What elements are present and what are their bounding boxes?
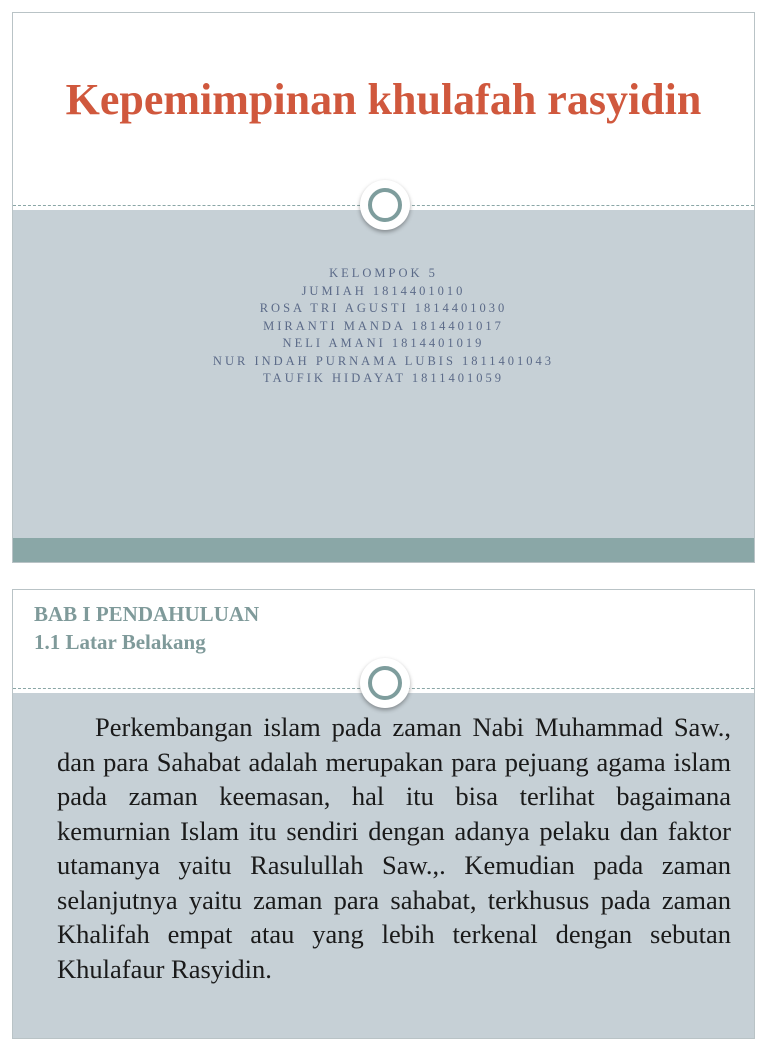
footer-band [13,538,754,563]
member-list [13,265,754,388]
member-line: ROSA TRI AGUSTI 1814401030 [259,301,508,315]
slide-title [12,12,755,563]
title-area [13,13,754,205]
section-heading [34,600,259,656]
circle-ornament-icon [360,180,410,230]
member-line: KELOMPOK 5 [329,266,438,280]
chapter-title: BAB I PENDAHULUAN [34,602,260,626]
subtitle-area [13,210,754,538]
member-line: NUR INDAH PURNAMA LUBIS 1811401043 [212,353,555,368]
slide-content [12,589,755,1039]
member-line: JUMIAH 1814401010 [301,283,466,298]
circle-ornament-icon [360,658,410,708]
body-paragraph: Perkembangan islam pada zaman Nabi Muhammad Saw., dan para Sahabat adalah merupakan para pejuang agama islam pada zaman keemasan, hal itu bisa terlihat bagaimana kemurnian Islam itu sendiri dengan adanya pelaku dan faktor utamanya yaitu Rasulullah Saw.,. Kemudian pada zaman selanjutnya yaitu zaman para sahabat, terkhusus pada zaman Khalifah empat atau yang lebih terkenal dengan sebutan Khulafaur Rasyidin. [57,712,731,984]
content-area [13,693,754,1039]
member-line: NELI AMANI 1814401019 [282,336,485,350]
slide-title-text: Kepemimpinan khulafah rasyidin [65,75,702,124]
member-line: MIRANTI MANDA 1814401017 [263,318,504,333]
member-line: TAUFIK HIDAYAT 1811401059 [263,371,504,385]
subsection-title: 1.1 Latar Belakang [34,630,206,654]
